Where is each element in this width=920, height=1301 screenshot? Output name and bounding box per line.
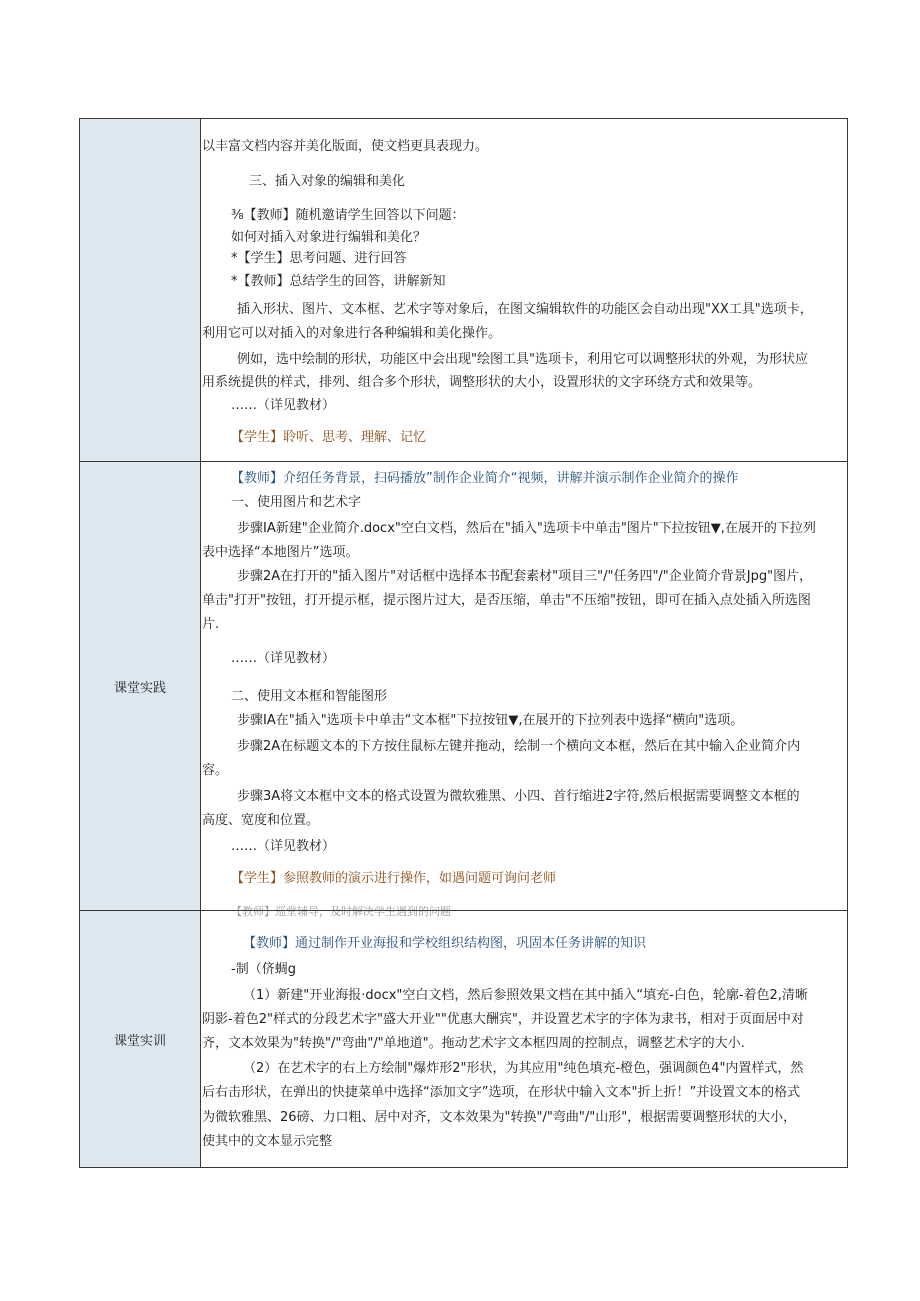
text-line: 步骤IA在"插入"选项卡中单击“文本框"下拉按钮▼,在展开的下拉列表中选择“横向"选项。: [237, 713, 744, 728]
text-line: 阴影-着色2"样式的分段艺术字"盛大开业""优惠大酬宾"，并设置艺术字的字体为隶书，相对于页面居中对: [202, 1012, 804, 1027]
text-line: （1）新建"开业海报·docx"空白文档，然后参照效果文档在其中插入“填充-白色，轮廓-着色2,清晰: [243, 988, 808, 1003]
section-heading: 一、使用图片和艺术字: [231, 495, 362, 510]
row-content-cell: [201, 911, 847, 1167]
teacher-note-cut-off: 【教师】巡堂辅导，及时解决学生遇到的问题: [231, 905, 451, 918]
row-label-cell: [80, 911, 201, 1167]
text-line: 使其中的文本显示完整: [202, 1134, 333, 1149]
text-line: ……（详见教材）: [231, 839, 336, 854]
text-line: 容。: [202, 763, 229, 778]
text-line: 以丰富文档内容并美化版面，使文档更具表现力。: [202, 139, 489, 154]
text-line: 用系统提供的样式，排列、组合多个形状，调整形状的大小，设置形状的文字环绕方式和效果等。: [202, 375, 762, 390]
text-line: *【学生】思考问题、进行回答: [231, 251, 407, 266]
student-note: 【学生】参照教师的演示进行操作，如遇问题可询问老师: [231, 871, 557, 886]
section-heading: 三、插入对象的编辑和美化: [249, 174, 406, 189]
text-line: 利用它可以对插入的对象进行各种编辑和美化操作。: [202, 326, 502, 341]
row-label-cell: [80, 462, 201, 910]
text-line: 为微软雅黑、26磅、力口粗、居中对齐，文本效果为"转换"/"弯曲"/"山形"，根据需要调整形状的大小，: [202, 1110, 797, 1125]
text-line: 步骤2A在标题文本的下方按住鼠标左键并拖动，绘制一个横向文本框，然后在其中输入企业简介内: [237, 739, 801, 754]
text-line: 表中选择“本地图片”选项。: [202, 545, 359, 560]
student-note: 【学生】聆听、思考、理解、记忆: [231, 430, 427, 445]
text-line: 高度、宽度和位置。: [202, 813, 320, 828]
text-line: 单击"打开"按钮，打开提示框，提示图片过大，是否压缩，单击"不压缩"按钮，即可在插入点处插入所选图: [202, 593, 811, 608]
row-label: 课堂实践: [113, 680, 166, 696]
text-line: 例如，选中绘制的形状，功能区中会出现"绘图工具"选项卡，利用它可以调整形状的外观，为形状应: [237, 352, 808, 367]
teacher-note: 【教师】通过制作开业海报和学校组织结构图，巩固本任务讲解的知识: [243, 936, 647, 951]
table-row: [80, 461, 847, 918]
row-label: 课堂实训: [113, 1033, 166, 1049]
text-line: 后右击形状，在弹出的快捷菜单中选择“添加文字”选项，在形状中输入文本"折上折！”并设置文本的格式: [202, 1085, 801, 1100]
teacher-note: 【教师】介绍任务背景，扫码播放”制作企业简介“视频，讲解并演示制作企业简介的操作: [231, 471, 739, 486]
text-line: 插入形状、图片、文本框、艺术字等对象后，在图文编辑软件的功能区会自动出现"XX工具"选项卡，: [237, 302, 813, 317]
text-line: ⅜【教师】随机邀请学生回答以下问题：: [231, 208, 465, 223]
text-line: 步骤3A将文本框中文本的格式设置为微软雅黑、小四、首行缩进2字符,然后根据需要调整文本框的: [237, 789, 800, 804]
table-row: [80, 119, 847, 461]
text-line: ……（详见教材）: [231, 398, 336, 413]
row-content-cell: [201, 119, 847, 461]
text-line: 如何对插入对象进行编辑和美化？: [231, 230, 427, 245]
text-line: 步骤2A在打开的"插入图片"对话框中选择本书配套素材"项目三"/"任务四"/"企业简介背景Jpg"图片，: [237, 569, 813, 584]
lesson-plan-table: [79, 118, 848, 1168]
text-line: ……（详见教材）: [231, 651, 336, 666]
row-content-cell: [201, 462, 847, 918]
table-row: [80, 910, 847, 1167]
text-line: 片.: [202, 617, 220, 632]
text-line: 齐，文本效果为"转换"/"弯曲"/"单地道"。拖动艺术字文本框四周的控制点，调整艺术字的大小.: [202, 1036, 745, 1051]
text-line: （2）在艺术字的右上方绘制"爆炸形2"形状，为其应用"纯色填充-橙色，强调颜色4"内置样式，然: [243, 1061, 804, 1076]
text-line: -制（侪蜩g: [231, 962, 296, 977]
row-label-cell: [80, 119, 201, 461]
text-line: *【教师】总结学生的回答，讲解新知: [231, 274, 446, 289]
text-line: 步骤IA新建"企业简介.docx"空白文档，然后在"插入"选项卡中单击"图片"下拉按钮▼,在展开的下拉列: [237, 521, 816, 536]
section-heading: 二、使用文本框和智能图形: [231, 689, 388, 704]
